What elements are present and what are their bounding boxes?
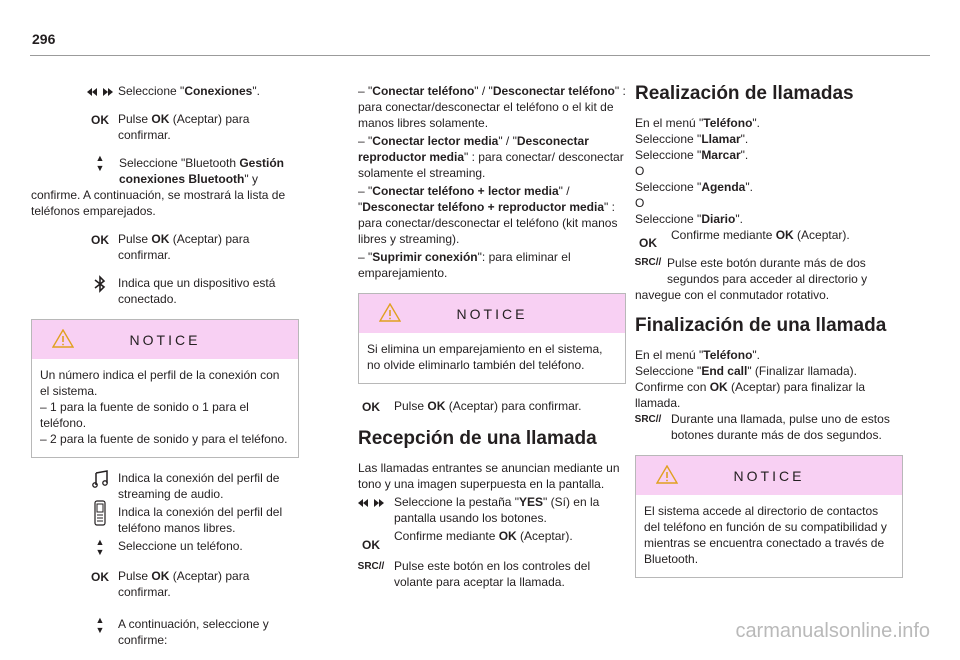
step-select-phone: ▲ ▼ Seleccione un teléfono. — [31, 538, 299, 554]
src-button-icon: SRC // — [357, 561, 385, 572]
arrows-icon — [358, 495, 384, 511]
menu-line: Seleccione "Llamar". — [635, 132, 749, 146]
warning-icon — [656, 465, 678, 487]
column-2 — [358, 83, 626, 602]
step-end-call-button: SRC // Durante una llamada, pulse uno de estos botones durante más de dos segundos. — [634, 412, 890, 442]
step-ok-4: OK Pulse OK (Aceptar) para confirmar. — [358, 398, 626, 414]
option-delete-connection: – "Suprimir conexión": para eliminar el emparejamiento. — [358, 250, 571, 280]
option-connect-media: – "Conectar lector media" / "Desconectar reproductor media" : para conectar/ desconectar solamente el streaming. — [358, 134, 624, 180]
notice-text: El sistema accede al directorio de contactos del teléfono en función de su compatibilidad y mientras se encuentra conectado a través de Bluetooth. — [644, 504, 887, 566]
up-down-arrows-icon: ▲ ▼ — [95, 153, 105, 173]
warning-icon — [379, 303, 401, 325]
ok-icon: OK — [91, 113, 109, 127]
ok-icon: OK — [362, 400, 380, 414]
or-text: O — [635, 164, 645, 178]
menu-line: Seleccione "End call" (Finalizar llamada). — [635, 364, 857, 378]
option-connect-phone: – "Conectar teléfono" / "Desconectar teléfono" : para conectar/desconectar el teléfono o el kit de manos libres solamente. — [358, 84, 626, 130]
ok-icon: OK — [639, 236, 657, 250]
section-heading: Recepción de una llamada — [358, 428, 597, 449]
up-down-arrows-icon: ▲ ▼ — [95, 615, 105, 635]
column-3 — [635, 83, 903, 590]
column-1 — [31, 83, 299, 660]
step-select-connections: Seleccione "Conexiones". — [31, 83, 299, 99]
src-button-icon: SRC // — [634, 414, 662, 425]
step-select-confirm: ▲ ▼ A continuación, seleccione y confirme: — [31, 616, 299, 648]
warning-icon — [52, 329, 74, 351]
notice-box-2 — [358, 293, 626, 384]
menu-line: Seleccione "Marcar". — [635, 148, 749, 162]
notice-header: NOTICE — [359, 294, 625, 333]
menu-line: En el menú "Teléfono". — [635, 348, 760, 362]
notice-header: NOTICE — [32, 320, 298, 359]
watermark: carmanualsonline.info — [735, 620, 930, 642]
step-ok-2: OK Pulse OK (Aceptar) para confirmar. — [31, 231, 299, 263]
bluetooth-connected-info: Indica que un dispositivo está conectado. — [31, 275, 299, 307]
notice-text: Un número indica el perfil de la conexión con el sistema. — [40, 368, 280, 398]
phone-icon — [87, 505, 113, 521]
step-bluetooth-management: ▲ ▼ Seleccione "Bluetooth Gestión conexiones Bluetooth" y confirme. A continuación, se mostrará la lista de teléfonos emparejados. — [31, 153, 286, 218]
notice-text: Si elimina un emparejamiento en el sistema, no olvide eliminarlo también del teléfono. — [367, 342, 603, 372]
step-confirm-ok-2: OK Confirme mediante OK (Aceptar). — [635, 227, 903, 243]
step-ok-1: OK Pulse OK (Aceptar) para confirmar. — [31, 111, 299, 143]
music-note-icon — [87, 471, 113, 487]
or-text: O — [635, 196, 645, 210]
header-divider — [30, 55, 930, 56]
menu-line: Seleccione "Diario". — [635, 212, 743, 226]
notice-box-3 — [635, 455, 903, 578]
option-connect-both: – "Conectar teléfono + lector media" / "Desconectar teléfono + reproductor media" : para conectar/desconectar el teléfono (kit manos libres y streaming). — [358, 184, 618, 246]
menu-line: Confirme con OK (Aceptar) para finalizar la llamada. — [635, 380, 866, 410]
page-number: 296 — [32, 31, 56, 47]
notice-text: – 1 para la fuente de sonido o 1 para el teléfono. — [40, 400, 249, 430]
up-down-arrows-icon: ▲ ▼ — [95, 537, 105, 557]
handsfree-profile-info: Indica la conexión del perfil del teléfono manos libres. — [31, 504, 299, 536]
step-directory: SRC // Pulse este botón durante más de dos segundos para acceder al directorio y navegue con el conmutador rotativo. — [634, 256, 868, 302]
step-ok-3: OK Pulse OK (Aceptar) para confirmar. — [31, 568, 299, 600]
menu-line: En el menú "Teléfono". — [635, 116, 760, 130]
ok-icon: OK — [362, 538, 380, 552]
step-confirm-ok: OK Confirme mediante OK (Aceptar). — [358, 528, 626, 544]
menu-line: Seleccione "Agenda". — [635, 180, 753, 194]
arrows-icon — [87, 84, 113, 100]
src-button-icon: SRC // — [634, 257, 662, 268]
ok-icon: OK — [91, 570, 109, 584]
paragraph: Las llamadas entrantes se anuncian mediante un tono y una imagen superpuesta en la pantalla. — [358, 461, 620, 491]
section-heading: Realización de llamadas — [635, 83, 854, 104]
step-steering-button: SRC // Pulse este botón en los controles del volante para aceptar la llamada. — [357, 559, 591, 589]
step-select-yes: Seleccione la pestaña "YES" (Sí) en la pantalla usando los botones. — [358, 494, 626, 526]
bluetooth-icon — [87, 276, 113, 292]
notice-header: NOTICE — [636, 456, 902, 495]
ok-icon: OK — [91, 233, 109, 247]
notice-text: – 2 para la fuente de sonido y para el teléfono. — [40, 432, 288, 446]
section-heading: Finalización de una llamada — [635, 315, 887, 336]
streaming-profile-info: Indica la conexión del perfil de streaming de audio. — [31, 470, 299, 502]
notice-box-1 — [31, 319, 299, 458]
